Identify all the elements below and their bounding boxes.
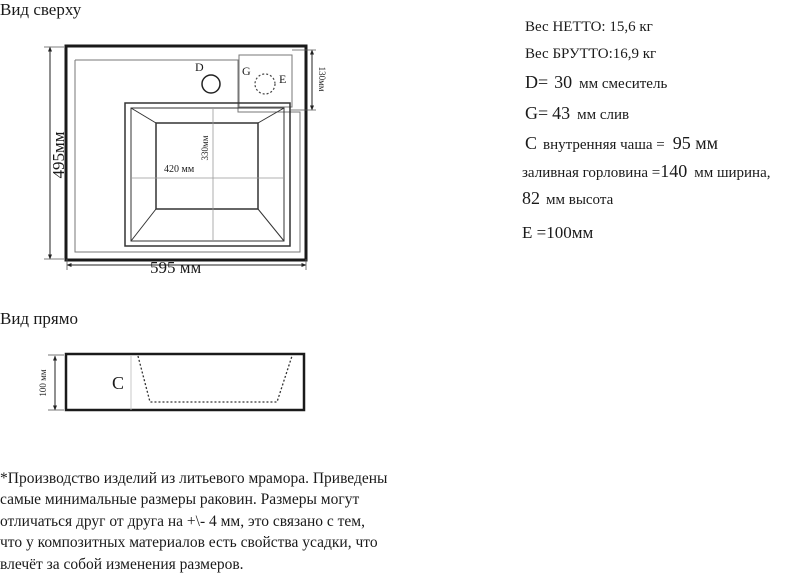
sink-outer-outline — [66, 46, 306, 260]
sink-deck-outline — [75, 60, 300, 252]
bowl-rim-inner — [131, 108, 284, 241]
neck-spec-text: заливная горловина = — [522, 165, 661, 181]
neck-spec-value: 140 — [660, 161, 688, 181]
bowl-height-label: 330мм — [200, 135, 210, 161]
bowl — [125, 103, 290, 246]
label-g: G — [242, 64, 251, 78]
top-view-title: Вид сверху — [0, 0, 82, 19]
drain-spec-value: 43 — [552, 103, 571, 123]
drain-hole — [255, 74, 275, 94]
mixer-spec-value: 30 — [554, 72, 573, 92]
drain-spec — [525, 103, 629, 124]
e-spec: E =100мм — [522, 223, 594, 242]
note-line: *Производство изделий из литьевого мрамора. Приведены — [0, 470, 388, 487]
drain-spec-suffix: мм слив — [577, 107, 630, 123]
label-e: E — [279, 72, 287, 86]
mixer-spec-prefix: D= — [525, 72, 549, 92]
neck-spec — [522, 161, 771, 182]
height-spec-value: 82 — [522, 188, 540, 208]
neck-spec-suffix: мм ширина, — [694, 165, 771, 181]
production-note — [0, 468, 480, 575]
note-line: что у композитных материалов есть свойства усадки, что — [0, 534, 378, 552]
gross-weight: Вес БРУТТО:16,9 кг — [525, 46, 657, 62]
bowl-spec-prefix: C — [525, 133, 538, 153]
note-line: отличаться друг от друга на +\- 4 мм, это связано с тем, — [0, 512, 365, 530]
drain-spec-prefix: G= — [525, 103, 549, 123]
note-line: самые минимальные размеры раковин. Размеры могут — [0, 491, 360, 509]
width-dimension-label: 595 мм — [150, 258, 202, 277]
bowl-edge-line — [131, 108, 156, 123]
front-view-title: Вид прямо — [0, 309, 79, 328]
bowl-profile — [138, 356, 292, 402]
height-spec — [522, 188, 613, 209]
bowl-edge-line — [131, 209, 156, 241]
front-height-dimension-label: 100 мм — [38, 369, 48, 397]
label-c: C — [112, 373, 125, 393]
mixer-hole — [202, 75, 220, 93]
bowl-spec — [525, 133, 718, 154]
note-line: влечёт за собой изменения размеров. — [0, 555, 244, 573]
height-dimension-label: 495мм — [49, 131, 68, 179]
side-dimension-label: 130мм — [317, 66, 327, 92]
net-weight: Вес НЕТТО: 15,6 кг — [525, 19, 653, 35]
bowl-width-label: 420 мм — [164, 164, 195, 175]
bowl-edge-line — [258, 108, 284, 123]
front-view — [38, 354, 304, 410]
bowl-spec-value: 95 мм — [672, 133, 719, 153]
height-spec-suffix: мм высота — [546, 192, 614, 208]
top-view — [44, 46, 327, 277]
mixer-spec — [525, 72, 667, 93]
label-d: D — [195, 60, 204, 74]
mixer-spec-suffix: мм смеситель — [579, 76, 668, 92]
bowl-spec-text: внутренняя чаша = — [543, 137, 665, 153]
bowl-rim — [125, 103, 290, 246]
bowl-edge-line — [258, 209, 284, 241]
